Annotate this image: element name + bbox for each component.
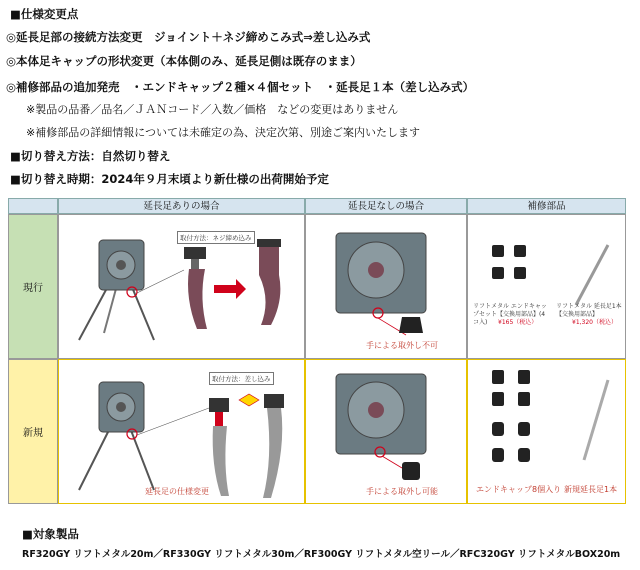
- new-reel-no-leg-illustration: [306, 360, 467, 504]
- end-cap-icon: [492, 370, 530, 462]
- current-part1-name: リフトメタル エンドキャップセット【交換用部品】(4コ入): [473, 303, 547, 326]
- current-no-leg-cell: [305, 214, 467, 359]
- current-no-leg-caption: 手による取外し不可: [366, 341, 438, 350]
- current-part1-price: ¥165（税込）: [498, 319, 538, 326]
- current-part2-name: リフトメタル 延長足1本【交換用部品】: [556, 303, 622, 318]
- header-no-leg: 延長足なしの場合: [305, 198, 467, 214]
- new-no-leg-caption: 手による取外し可能: [366, 487, 438, 496]
- new-fix-method-label: 取付方法：差し込み: [209, 372, 274, 385]
- end-cap-icon: [492, 245, 526, 279]
- row-label-new: 新規: [8, 359, 58, 504]
- row-label-current: 現行: [8, 214, 58, 359]
- current-reel-no-leg-illustration: [306, 215, 467, 359]
- new-part2-caption: 新規延長足1本: [564, 485, 618, 494]
- current-with-leg-cell: [58, 214, 305, 359]
- new-parts-cell: [467, 359, 626, 504]
- header-parts: 補修部品: [467, 198, 626, 214]
- new-with-leg-cell: [58, 359, 305, 504]
- products-list: RF320GY リフトメタル20m／RF330GY リフトメタル30m／RF300GY リフトメタル空リール／RFC320GY リフトメタルBOX20m: [22, 549, 621, 560]
- note-line-3: ◎補修部品の追加発売 ・エンドキャップ２種×４個セット ・延長足１本（差し込み式）: [6, 80, 475, 94]
- current-part2-price: ¥1,320（税込）: [572, 319, 617, 326]
- note-line-2: ◎本体足キャップの形状変更（本体側のみ、延長足側は既存のまま）: [6, 54, 362, 68]
- note-line-6: ■切り替え方法：自然切り替え: [10, 149, 171, 163]
- current-parts-cell: [467, 214, 626, 359]
- new-no-leg-cell: [305, 359, 467, 504]
- new-leg-caption: 延長足の仕様変更: [145, 487, 209, 496]
- note-line-4: ※製品の品番／品名／ＪＡＮコード／入数／価格 などの変更はありません: [26, 103, 399, 116]
- note-line-1: ◎延長足部の接続方法変更 ジョイント＋ネジ締めこみ式⇒差し込み式: [6, 30, 371, 44]
- products-heading: ■対象製品: [22, 527, 79, 541]
- extension-leg-icon: [576, 245, 608, 305]
- note-line-7: ■切り替え時期：2024年９月末頃より新仕様の出荷開始予定: [10, 172, 329, 186]
- current-fix-method-label: 取付方法：ネジ締め込み: [177, 231, 255, 244]
- header-with-leg: 延長足ありの場合: [58, 198, 305, 214]
- new-part1-caption: エンドキャップ8個入り: [476, 485, 562, 494]
- notes-heading: ■仕様変更点: [10, 7, 79, 21]
- extension-leg-icon: [584, 380, 608, 460]
- note-line-5: ※補修部品の詳細情報については未確定の為、決定次第、別途ご案内いたします: [26, 126, 420, 139]
- header-blank: [8, 198, 58, 214]
- screw-joint-icon: [184, 239, 281, 329]
- new-parts-illustration: [468, 360, 626, 480]
- comparison-table: [8, 198, 626, 504]
